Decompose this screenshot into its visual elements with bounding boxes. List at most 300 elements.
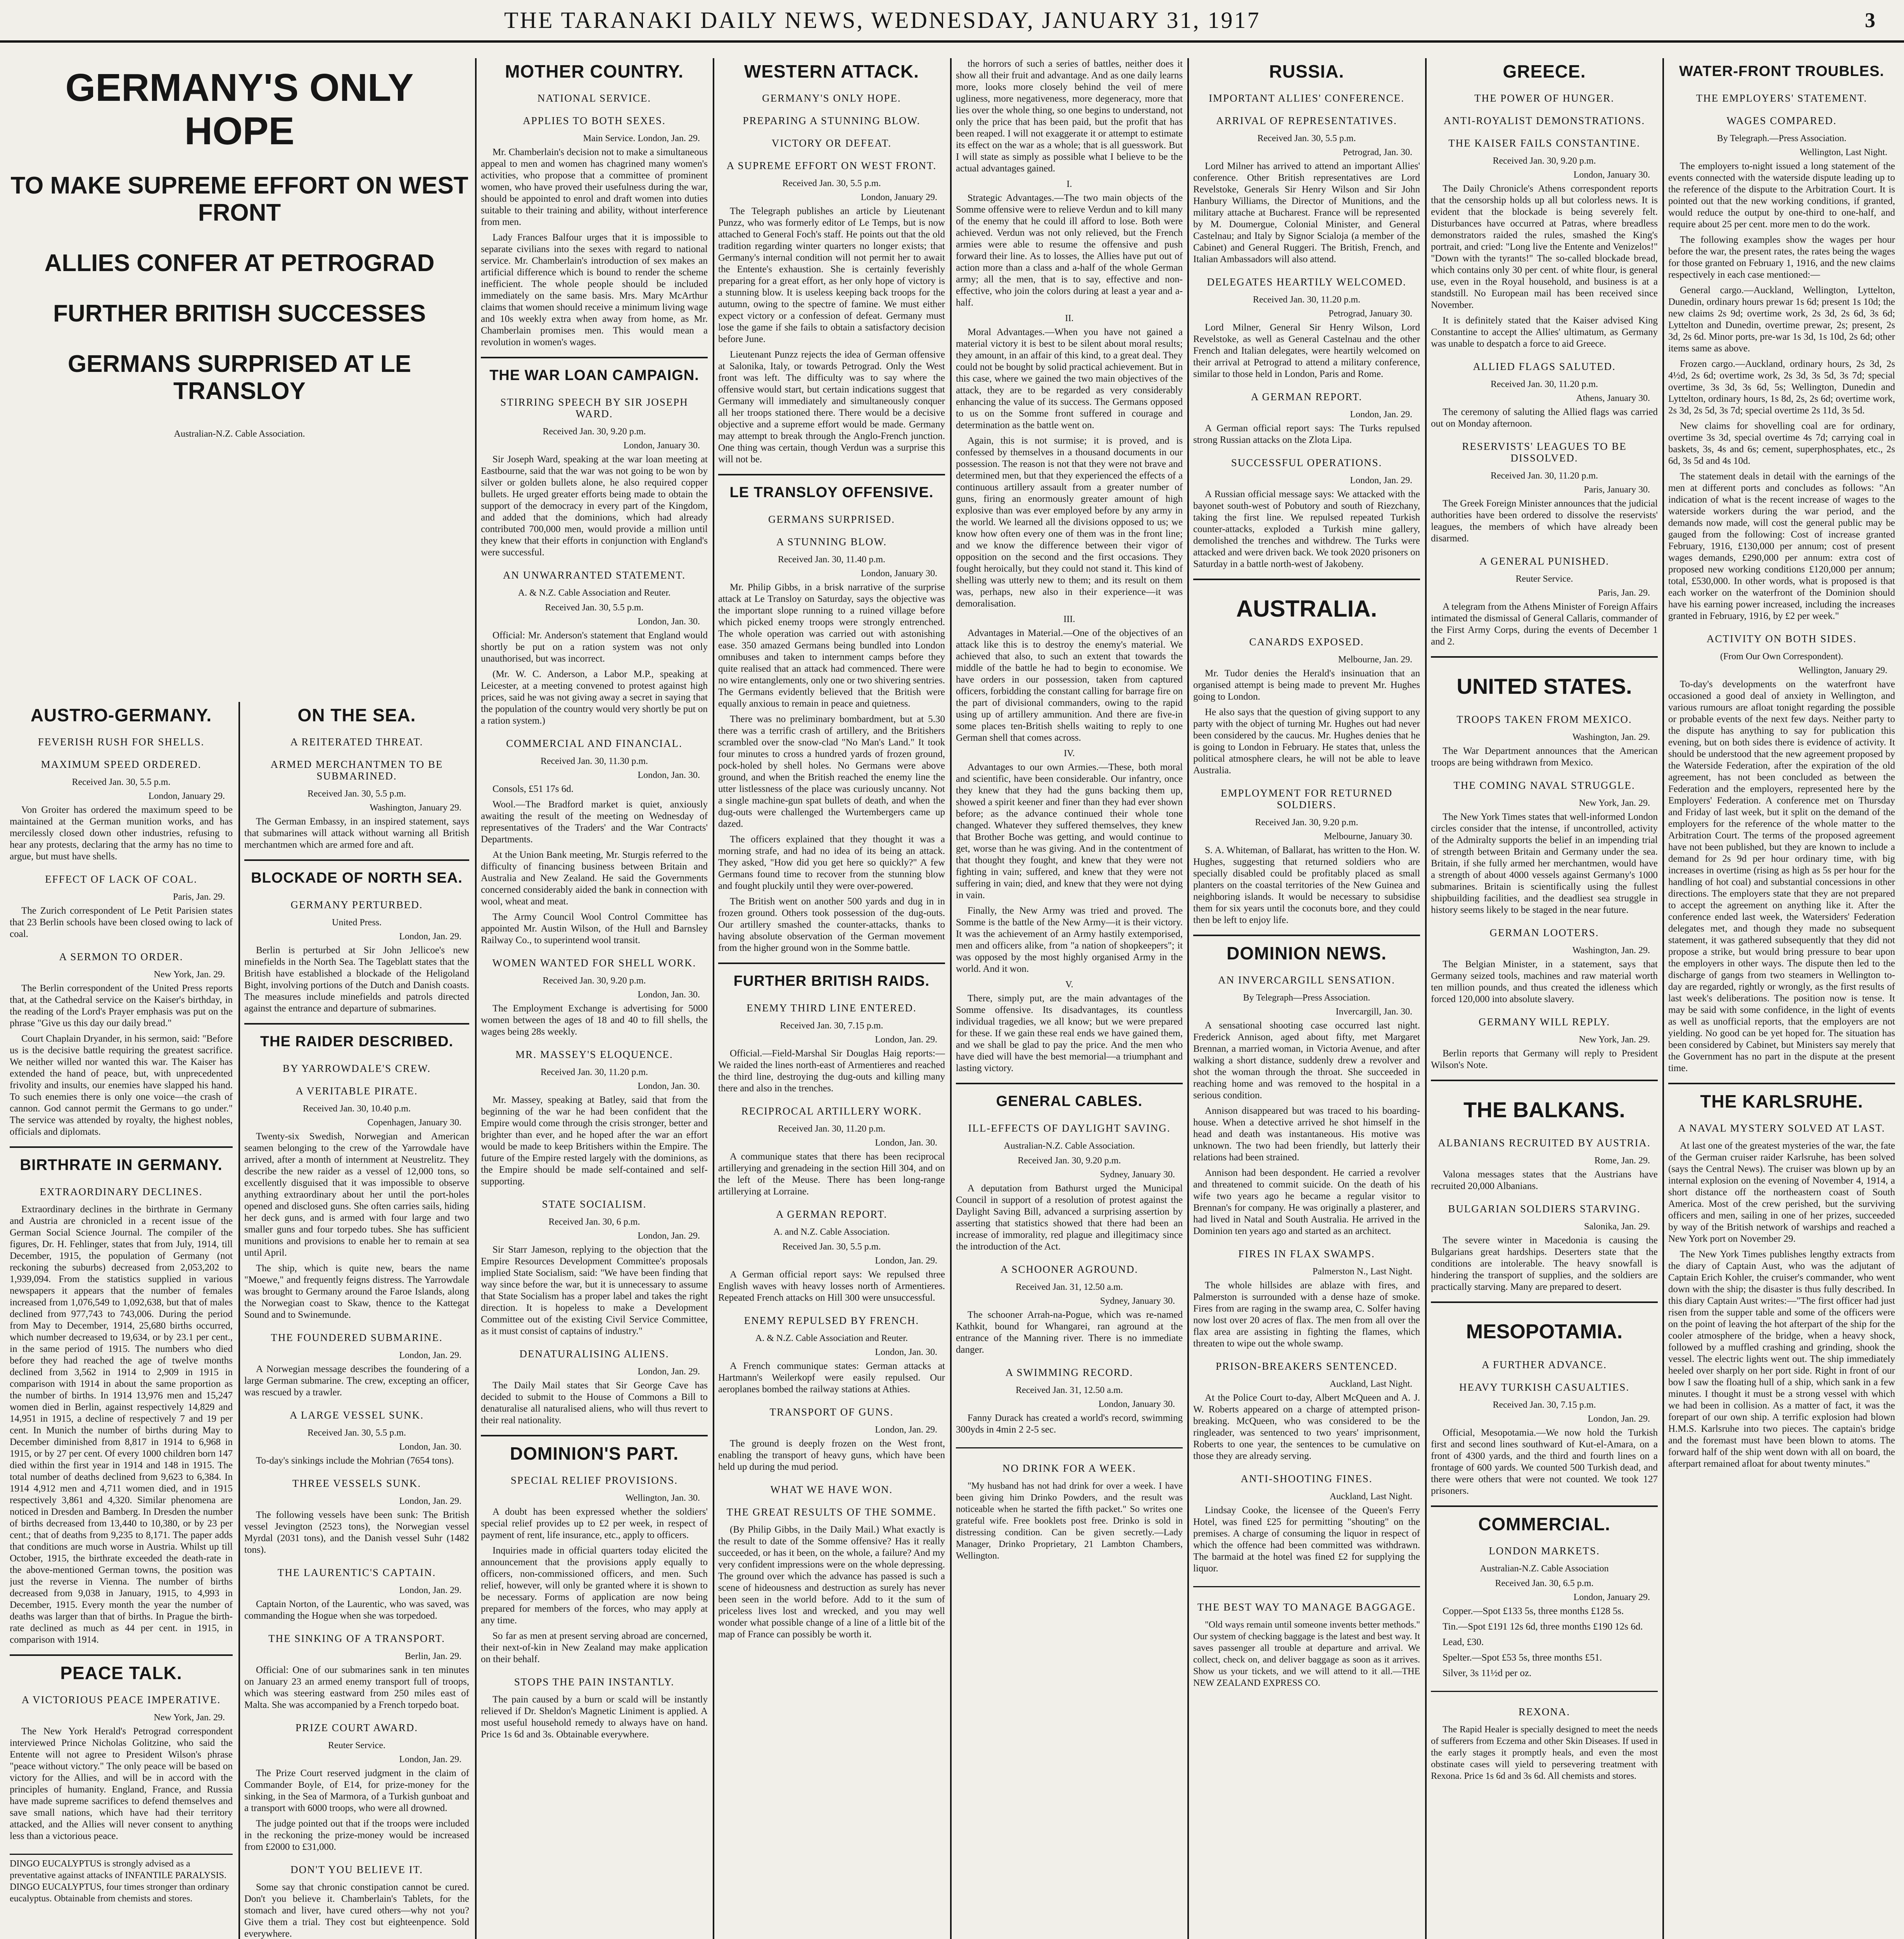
subheading: WHAT WE HAVE WON.: [770, 1484, 893, 1495]
dateline: A. & N.Z. Cable Association and Reuter.: [755, 1333, 908, 1343]
masthead: [0, 0, 1904, 43]
subheading: A SERMON TO ORDER.: [59, 951, 183, 963]
received-line: Received Jan. 30, 5.5 p.m.: [782, 178, 881, 188]
section-heading: THE KARLSRUHE.: [1700, 1091, 1863, 1111]
article-text: The War Department announces that the American troops are being withdrawn from Mexico.: [1431, 746, 1658, 768]
subheading: WOMEN WANTED FOR SHELL WORK.: [492, 957, 696, 969]
received-line: Received Jan. 31, 12.50 a.m.: [1016, 1385, 1123, 1395]
dateline: Melbourne, Jan. 29.: [1338, 655, 1412, 665]
dateline: London, Jan. 30.: [399, 1442, 461, 1452]
article-text: Some say that chronic constipation cannot be cured. Don't you believe it. Chamberlain's Tablets, for the stomach and liver, have cured others—why not you? Give them a trial. They cost but eighteenpence. Sold everywhere.: [244, 1882, 469, 1939]
article-text: New claims for shovelling coal are for ordinary, overtime 3s 3d, special overtime 4s 7d; carrying coal in baskets, 3s, 4s and 6s; cement, superphosphates, etc., 2s 6d, 3s 5d and 4s 10d.: [1668, 421, 1895, 466]
article-text: Advantages to our own Armies.—These, both moral and scientific, have been considerable. Our infantry, once they knew that they had the guns backing them up, showed a spirit keener and finer than they had ever shown before; as the advance continued their whole tone changed. Whatever they suffered themselves, they knew that Brother Boche was getting, and would continue to get, worse than he was giving. And in the contentment of that thought they fought, and knew that they were not fighting in vain; suffered, and knew that they were not suffering in vain; died, and knew that they were not dying in vain.: [956, 762, 1183, 900]
dateline: Sydney, January 30.: [1100, 1170, 1175, 1180]
dateline: London, Jan. 29.: [399, 1585, 461, 1595]
received-line: Received Jan. 30, 11.20 p.m.: [1490, 471, 1598, 481]
market-quote: Lead, £30.: [1443, 1637, 1484, 1647]
subheading: ALBANIANS RECRUITED BY AUSTRIA.: [1438, 1137, 1651, 1149]
column-mother-country: [481, 58, 708, 1939]
section-heading: THE BALKANS.: [1463, 1097, 1625, 1122]
article-text: Twenty-six Swedish, Norwegian and American seamen belonging to the crew of the Yarrowdale have arrived, after a month of internment at Neustrelitz. They describe the new raider as a vessel of 12,000 tons, so excellently disguised that it was impossible to observe anything extraordinary about her until the port-holes opened and disclosed guns. She often carries sails, hiding her deck guns, and is armed with four large and two smaller guns and four torpedo tubes. She has sufficient munitions and provisions to enable her to remain at sea until April.: [244, 1131, 469, 1258]
dateline: London, Jan. 30.: [638, 770, 700, 780]
dateline: Australian-N.Z. Cable Association.: [1004, 1141, 1135, 1151]
dateline: London, Jan. 30.: [638, 617, 700, 627]
column-rule: [238, 702, 240, 1939]
subheading: ALLIED FLAGS SALUTED.: [1473, 361, 1616, 372]
article-text: Captain Norton, of the Laurentic, who was saved, was commanding the Hogue when she was torpedoed.: [244, 1599, 469, 1621]
subheading: RECIPROCAL ARTILLERY WORK.: [741, 1105, 922, 1117]
dateline: London, Jan. 29.: [638, 1367, 700, 1377]
article-text: The German Embassy, in an inspired statement, says that submarines will attack without warning all British merchantmen which are armed fore and aft.: [244, 816, 469, 850]
article-text: The severe winter in Macedonia is causing the Bulgarians great hardships. Deserters state that the conditions are intolerable. The heavy snowfall is hindering the transport of supplies, and the soldiers are practically starving. Many are prepared to desert.: [1431, 1235, 1658, 1292]
section-numeral: IV.: [1064, 748, 1075, 759]
article-text: Annison disappeared but was traced to his boarding-house. When a detective arrived he shot himself in the head and death was instantaneous. His motive was unknown. The two had been friendly, but latterly their relations had been strained.: [1193, 1106, 1420, 1163]
subheading: TRANSPORT OF GUNS.: [769, 1406, 894, 1418]
subheading: A REITERATED THREAT.: [290, 736, 423, 748]
section-heading: GREECE.: [1503, 61, 1586, 81]
subheading: THE POWER OF HUNGER.: [1474, 92, 1614, 104]
dateline: Wellington, January 29.: [1799, 665, 1887, 676]
dateline: London, Jan. 29.: [875, 1425, 937, 1435]
article-text: A German official report says: We repulsed three English waves with heavy losses north of Armentieres. Repeated French attacks on Hill 300 were unsuccessful.: [718, 1269, 945, 1303]
article-text: The ship, which is quite new, bears the name "Moewe," and frequently feigns distress. The Yarrowdale was brought to Germany around the Faroe Islands, along the Norwegian coast to Skaw, thence to the Kattegat Sound and to Swinemunde.: [244, 1263, 469, 1320]
received-line: Received Jan. 30, 11.40 p.m.: [777, 555, 886, 565]
article-text: The officers explained that they thought it was a morning strafe, and had no idea of its being an attack. They asked, "How did you get here so quickly?" A few Germans found time to recover from the stunning blow and fought pluckily until they were over-powered.: [718, 834, 945, 891]
dateline: New York, Jan. 29.: [154, 1713, 225, 1723]
column-russia: [1193, 58, 1420, 1939]
dateline: Copenhagen, January 30.: [367, 1118, 461, 1128]
banner-deck: ALLIES CONFER AT PETROGRAD: [44, 250, 435, 277]
dateline: Paris, January 30.: [1584, 485, 1650, 495]
front-banner: [10, 58, 469, 694]
dateline: London, Jan. 29.: [875, 1256, 937, 1266]
section-heading: AUSTRALIA.: [1236, 596, 1377, 622]
section-heading: GENERAL CABLES.: [996, 1093, 1143, 1109]
article-text: The New York Herald's Petrograd correspondent interviewed Prince Nicholas Golitzine, who said the Entente will not agree to President Wilson's phrase "peace without victory." The only peace will be based on victory for the Allies, and will be in accord with the principles of humanity. England, France, and Russia have made supreme sacrifices to defend themselves and save small nations, which have had their territory attacked, and the Allies will never consent to anything less than a victorious peace.: [10, 1726, 233, 1841]
column-rule: [1425, 58, 1427, 1939]
dateline: United Press.: [332, 918, 382, 928]
received-line: Received Jan. 30, 5.5 p.m.: [308, 1428, 406, 1438]
subheading: ENEMY THIRD LINE ENTERED.: [746, 1002, 917, 1014]
subheading: THE SINKING OF A TRANSPORT.: [268, 1633, 445, 1644]
subheading: BULGARIAN SOLDIERS STARVING.: [1448, 1203, 1641, 1215]
section-numeral: V.: [1065, 980, 1073, 990]
article-text: So far as men at present serving abroad are concerned, their next-of-kin in New Zealand may make application on their behalf.: [481, 1631, 708, 1664]
subheading: NO DRINK FOR A WEEK.: [1002, 1462, 1136, 1474]
article-text: A sensational shooting case occurred last night. Frederick Annison, aged about fifty, met Margaret Brennan, a married woman, in Victoria Avenue, and after walking a short distance, suddenly drew a revolver and shot the woman through the throat. She succeeded in reaching home and was removed to the hospital in a serious condition.: [1193, 1020, 1420, 1101]
article-text: The British went on another 500 yards and dug in in frozen ground. Others took possession of the dug-outs. Our artillery smashed the counter-attacks, thanks to having absolute observation of the German movement from the higher ground won in the Somme battle.: [718, 896, 945, 953]
subheading: APPLIES TO BOTH SEXES.: [523, 115, 666, 126]
article-text: At last one of the greatest mysteries of the war, the fate of the German cruiser raider Karlsruhe, has been solved (says the Central News). The cruiser was blown up by an internal explosion on the evening of November 4, 1914, a short distance off the northeastern coast of South America. Most of the crew perished, but the surviving officers and men, sailing in one of her prizes, succeeded by way of the British network of warships and reached a New York port on November 29.: [1668, 1141, 1895, 1244]
article-text: Strategic Advantages.—The two main objects of the Somme offensive were to relieve Verdun and to kill many of the enemy that he could ill afford to lose. Both were achieved. Verdun was not only relieved, but the French armies were able to resume the offensive and push forward their line. As to losses, the Allies have put out of action more than a class and a-half of the whole German army; all the men, that is to say, effective and non-effective, who join the colors during at least a year and a-half.: [956, 193, 1183, 308]
article-text: The ceremony of saluting the Allied flags was carried out on Monday afternoon.: [1431, 407, 1658, 429]
article-text: A French communique states: German attacks at Hartmann's Weilerkopf were easily repulsed. Our aeroplanes bombed the railway stations at Athies.: [718, 1361, 945, 1395]
article-text: Valona messages states that the Austrians have recruited 20,000 Albanians.: [1431, 1169, 1658, 1191]
article-text: Mr. Chamberlain's decision not to make a simultaneous appeal to men and women has chagrined many women's activities, who propose that a committee of prominent women, who have proved their usefulness during the war, should be appointed to enrol and draft women into duties suitable to their training and ability, without interference from men.: [481, 147, 708, 227]
dateline: Salonika, Jan. 29.: [1584, 1222, 1650, 1232]
article-text: Wool.—The Bradford market is quiet, anxiously awaiting the result of the meeting on Wednesday of representatives of the Traders' and the War Contracts' Departments.: [481, 799, 708, 845]
article-text: Lord Milner, General Sir Henry Wilson, Lord Revelstoke, as well as General Castelnau and the other French and Italian delegates, were heartily welcomed on their arrival at Petrograd to attend a military conference, similar to those held in London, Paris and Rome.: [1193, 322, 1420, 379]
banner-deck: FURTHER BRITISH SUCCESSES: [53, 300, 426, 327]
article-text: (By Philip Gibbs, in the Daily Mail.) What exactly is the result to date of the Somme offensive? Has it really succeeded, or has it been, on the whole, a failure? And my very confident impressions were on the whole depressing. The ground over which the advance has passed is such a scene of hideousness and destruction as surely has never been seen in the world before. Add to it the sum of priceless lives lost and wrecked, and you may well wonder what possible change of a line of a little bit of the map of France can possibly be worth it.: [718, 1524, 945, 1640]
subheading: CANARDS EXPOSED.: [1249, 636, 1364, 648]
article-text: The judge pointed out that if the troops were included in the reckoning the prize-money would be increased from £2000 to £31,000.: [244, 1818, 469, 1852]
article-text: The Employment Exchange is advertising for 5000 women between the ages of 18 and 40 to fill shells, the wages being 28s weekly.: [481, 1003, 708, 1037]
article-text: Mr. Philip Gibbs, in a brisk narrative of the surprise attack at Le Transloy on Saturday, says the objective was the important slope running to a ruined village before which picked enemy troops were strongly entrenched. The whole operation was carried out with astonishing ease. 350 amazed Germans being bundled into London omnibuses and taken to internment camps before they quite realised that an attack had commenced. There were no wire entanglements, only one or two shivering sentries. The Germans evidently believed that the British were equally anxious to remain in peace and quietness.: [718, 582, 945, 709]
dateline: Reuter Service.: [1515, 574, 1573, 584]
subheading: A FURTHER ADVANCE.: [1482, 1359, 1607, 1370]
subheading: MR. MASSEY'S ELOQUENCE.: [515, 1049, 673, 1060]
article-text: Lindsay Cooke, the licensee of the Queen's Ferry Hotel, was fined £25 for permitting "shouting" on the premises. A charge of consuming the liquor in respect of which the offence had been committed was withdrawn. The barmaid at the hotel was fined £2 for supplying the liquor.: [1193, 1505, 1420, 1574]
subheading: RESERVISTS' LEAGUES TO BE DISSOLVED.: [1462, 441, 1627, 464]
article-text: S. A. Whiteman, of Ballarat, has written to the Hon. W. Hughes, suggesting that returned soldiers who are specially disabled could be profitably placed as small planters on the coastal territories of the New Guinea and neighboring islands. It would be necessary to subsidise them for six years until the coconuts bore, and they could then be left to enjoy life.: [1193, 845, 1420, 925]
banner-deck: GERMANS SURPRISED AT LE TRANSLOY: [67, 351, 411, 404]
article-text: It is definitely stated that the Kaiser advised King Constantine to accept the Allies' ultimatum, as Germany was unable to despatch a force to aid Greece.: [1431, 315, 1658, 349]
subheading: GERMANY PERTURBED.: [290, 899, 423, 911]
dateline: By Telegraph.—Press Association.: [1717, 133, 1847, 143]
received-line: Received Jan. 30, 11.20 p.m.: [1253, 295, 1361, 305]
article-text: Berlin reports that Germany will reply to President Wilson's Note.: [1431, 1048, 1658, 1070]
received-line: Received Jan. 30, 9.20 p.m.: [1493, 156, 1596, 166]
dateline: Athens, January 30.: [1576, 393, 1650, 403]
dateline: Paris, Jan. 29.: [1598, 588, 1650, 598]
dateline: London, January 30.: [860, 569, 937, 579]
advertisement: "Old ways remain until someone invents better methods." Our system of checking baggage is the latest and best way. It saves passenger all trouble at departure and arrival. We collect, check on, and deliver baggage as soon as it arrives. Show us your tickets, and we will attend to it all.—THE NEW ZEALAND EXPRESS CO.: [1193, 1620, 1420, 1688]
subheading: ANTI-ROYALIST DEMONSTRATIONS.: [1443, 115, 1645, 126]
subheading: PRIZE COURT AWARD.: [295, 1722, 418, 1733]
dateline: London, Jan. 29.: [875, 1035, 937, 1045]
dateline: London, Jan. 30.: [638, 1081, 700, 1091]
dateline: Rome, Jan. 29.: [1594, 1156, 1650, 1166]
section-heading: RUSSIA.: [1269, 61, 1344, 81]
section-numeral: III.: [1063, 614, 1075, 624]
article-text: The whole hillsides are ablaze with fires, and Palmerston is surrounded with a dense haze of smoke. Fires from are raging in the swamp area, C. Solfer having now lost over 20 acres of flax. The men from all over the flax area are assisting in fighting the flames, which threaten to wipe out the whole swamp.: [1193, 1280, 1420, 1349]
subheading: DON'T YOU BELIEVE IT.: [290, 1864, 423, 1875]
dateline: London, Jan. 29.: [399, 931, 461, 942]
subheading: ARRIVAL OF REPRESENTATIVES.: [1216, 115, 1397, 126]
subheading: EMPLOYMENT FOR RETURNED SOLDIERS.: [1220, 787, 1393, 811]
market-quote: Copper.—Spot £133 5s, three months £128 5s.: [1443, 1606, 1624, 1616]
dateline: London, Jan. 29.: [399, 1496, 461, 1506]
subheading: GERMAN LOOTERS.: [1489, 927, 1599, 938]
dateline: Washington, Jan. 29.: [1572, 945, 1650, 956]
received-line: Received Jan. 30, 5.5 p.m.: [308, 789, 406, 799]
subheading: HEAVY TURKISH CASUALTIES.: [1459, 1381, 1630, 1393]
wire-credit: Australian-N.Z. Cable Association.: [174, 429, 305, 439]
article-text: At the Police Court to-day, Albert McQueen and A. J. W. Roberts appeared on a charge of attempted prison-breaking. McQueen, who was considered to be the ringleader, was sentenced to two years' imprisonment, Roberts to one year, the sentences to be cumulative on those they are already serving.: [1193, 1393, 1420, 1461]
section-heading: DOMINION'S PART.: [510, 1443, 679, 1464]
subheading: PREPARING A STUNNING BLOW.: [743, 115, 921, 126]
page-number: 3: [1865, 9, 1877, 32]
received-line: Received Jan. 30, 5.5 p.m.: [545, 603, 644, 613]
dateline: A. & N.Z. Cable Association and Reuter.: [518, 588, 671, 598]
article-text: A telegram from the Athens Minister of Foreign Affairs intimated the dismissal of General Callaris, commander of the First Army Corps, during the events of December 1 and 2.: [1431, 601, 1658, 647]
subheading: ARMED MERCHANTMEN TO BE SUBMARINED.: [270, 759, 443, 782]
subheading: LONDON MARKETS.: [1489, 1545, 1600, 1557]
article-text: Lieutenant Punzz rejects the idea of German offensive at Salonika, Italy, or towards Petrograd. Only the West front was left. The difficulty was to say where the offensive would start, but certain indications suggest that Germany will immediately and simultaneously conquer all her troops stationed there. There would be a decisive objective and a supreme effort would be made. Germany may attempt to break through the Anglo-French junction. One thing was certain, though Verdun was a surprise this will not be.: [718, 349, 945, 465]
received-line: Received Jan. 30, 9.20 p.m.: [1018, 1156, 1121, 1166]
subheading: THREE VESSELS SUNK.: [292, 1478, 422, 1489]
subheading: FEVERISH RUSH FOR SHELLS.: [38, 736, 205, 748]
subheading: MAXIMUM SPEED ORDERED.: [41, 759, 202, 770]
article-text: Von Groiter has ordered the maximum speed to be maintained at the German munition works, and has mercilessly closed down other industries, refusing to hear any protests, declaring that the army has no time to argue, but must have shells.: [10, 805, 233, 862]
article-text: Inquiries made in official quarters today elicited the announcement that the provisions apply equally to officers, non-commissioned officers, and men. Such relief, however, will only be granted where it is shown to be necessary. Forms of application are now being prepared for members of the forces, who may apply at any time.: [481, 1545, 708, 1626]
article-text: The following vessels have been sunk: The British vessel Jevington (2523 tons), the Norwegian vessel Myrdal (2031 tons), and the Danish vessel Suhr (1482 tons).: [244, 1510, 469, 1555]
article-text: Official: One of our submarines sank in ten minutes on January 23 an armed enemy transport full of troops, which was steering eastward from 250 miles east of Malta. She was accompanied by a French torpedo boat.: [244, 1665, 469, 1710]
article-text: Official: Mr. Anderson's statement that England would shortly be put on a ration system was not only unauthorised, but was incorrect.: [481, 630, 708, 664]
article-text: Sir Starr Jameson, replying to the objection that the Empire Resources Development Committee's proposals implied State Socialism, said: "We have been finding that way since before the war, but it is unnecessary to assume that State Socialism has a proper label and takes the right direction. It is hopeless to make a Development Committee out of the existing Civil Service Committee, as it must consist of captains of industry.": [481, 1244, 708, 1336]
article-text: The New York Times publishes lengthy extracts from the diary of Captain Aust, who was the adjutant of Captain Erich Kohler, the cruiser's commander, who went down with the ship; the disaster is thus fully described. In this diary Captain Aust writes:—"The first officer had just risen from the supper table and some of the officers were on the point of leaving the hot afterpart of the ship for the cooler atmosphere of the bridge, when a heavy shock, followed by a muffled crashing and grinding, shook the vessel. The electric lights went out. The ship immediately heeled over sharply on her port side. Right in front of our bow I saw the floating hull of a ship, which sank in a few minutes. I thought it must be a strong vessel with which we had been in collision. As a matter of fact, it was the forepart of our own ship. A terrific explosion had blown H.M.S. Karlsruhe into two pieces. The captain's bridge and the foremast must have been blown to atoms. The forward half of the ship went down with all on board, the afterpart remained afloat for about twenty minutes.": [1668, 1249, 1895, 1469]
article-text: To-day's developments on the waterfront have occasioned a good deal of anxiety in Wellington, and various rumours are afloat tonight regarding the possible or probable events of the next few days. Neither party to the dispute has anything to say for publication this evening, but on both sides there is evidence of activity. It should be understood that the new agreement proposed by the Waterside Federation, after the expiration of the old agreement, has not been concluded as between the Federation and the employers, represented here by the Employers' Federation. A conference met on Thursday and Friday of last week, but it split on the demand of the employers for the reference of the whole matter to the Arbitration Court. The terms of the proposed agreement have not been published, but they are known to include a demand for 2s 9d per hour ordinary time, with big increases in overtime (rising as high as 5s per hour for the handling of hot coal) and substantial concessions in other directions. The employers state that they are not prepared to accept the agreement on anything like it. After the conference ended last week, the Watersiders' Federation delegates met, and though they made no subsequent statement, it was gathered subsequently that they did not propose a strike, but would bring pressure to bear upon the employers in other ways. The dispute then led to the discharge of gangs from two steamers in Wellington to-day are regarded, rightly or wrongly, as the first results of last week's deliberations. The position now is tense. It may be said with some confidence, in the light of events as well as unofficial reports, that the employers are not yielding. No good can be yet hoped for. The situation has been considered by Cabinet, but Ministers say merely that the Government has no part in the dispute at the present time.: [1668, 679, 1895, 1073]
received-line: Received Jan. 30, 11.30 p.m.: [540, 756, 648, 766]
article-text: The statement deals in detail with the earnings of the men at different ports and concludes as follows: "An indication of what is the recent increase of wages to the waterside workers during the war period, and the demands now made, will cost the general public may be gauged from the following: Cost of increase granted February, 1916, £130,000 per annum; cost of present wages demands, £290,000 per annum: extra cost of proposed new working conditions £120,000 per annum; total, £530,000. In other words, what is proposed is that each worker on the waterfront of the Dominion should have his earning power increased, including the increases granted in February, 1916, by £2 per week.": [1668, 471, 1895, 621]
article-text: Mr. Tudor denies the Herald's insinuation that an organised attempt is being made to prevent Mr. Hughes going to London.: [1193, 668, 1420, 702]
subheading: A SUPREME EFFORT ON WEST FRONT.: [726, 160, 937, 171]
subheading: AN UNWARRANTED STATEMENT.: [503, 569, 686, 581]
article-text: The Telegraph publishes an article by Lieutenant Punzz, who was formerly editor of Le Temps, but is now attached to General Foch's staff. He points out that the old tradition regarding winter quarters no longer exists; that Germany's internal condition will not permit her to await the Entente's exhaustion. She is certainly feverishly preparing for a great effort, as her only hope of victory is a stunning blow. It is useless keeping back troops for the autumn, owing to the spectre of famine. We must either expect victory or a confession of defeat. Germany must lose the game if she fails to obtain a satisfactory decision before June.: [718, 206, 945, 344]
dateline: Main Service. London, Jan. 29.: [583, 133, 700, 143]
subheading: A SCHOONER AGROUND.: [1000, 1263, 1139, 1275]
article-text: A deputation from Bathurst urged the Municipal Council in support of a resolution of protest against the Daylight Saving Bill, advanced a surprising assertion by asserting that statistics showed that there had been an increase of immorality, red plague and illegitimacy since the introduction of the Act.: [956, 1183, 1183, 1252]
article-text: The Berlin correspondent of the United Press reports that, at the Cathedral service on the Kaiser's birthday, in the reading of the Lord's Prayer emphasis was put on the phrase "Give us this day our daily bread.": [10, 983, 233, 1028]
subheading: THE COMING NAVAL STRUGGLE.: [1453, 779, 1635, 791]
subheading: STIRRING SPEECH BY SIR JOSEPH WARD.: [500, 396, 688, 420]
advertisement: The Rapid Healer is specially designed to meet the needs of sufferers from Eczema and other Skin Diseases. If used in the early stages it promptly heals, and even the most obstinate cases will yield to persevering treatment with Rexona. Price 1s 6d and 3s 6d. All chemists and stores.: [1431, 1725, 1658, 1781]
dateline: Auckland, Last Night.: [1329, 1379, 1412, 1389]
dateline: Paris, Jan. 29.: [173, 892, 225, 902]
dateline: London, Jan. 29.: [1588, 1414, 1650, 1424]
received-line: Received Jan. 30, 11.20 p.m.: [1490, 379, 1598, 389]
subheading: A VERITABLE PIRATE.: [295, 1085, 418, 1097]
subheading: ENEMY REPULSED BY FRENCH.: [744, 1315, 919, 1326]
subheading: AN INVERCARGILL SENSATION.: [1218, 974, 1395, 986]
column-on-the-sea: [244, 702, 469, 1939]
article-text: Annison had been despondent. He carried a revolver and threatened to commit suicide. On the death of his wife two years ago he became a regular visitor to Brennan's for company. He was originally a plasterer, and had lived in Natal and South Australia. He arrived in the Dominion ten years ago and started as an architect.: [1193, 1168, 1420, 1236]
article-text: The Prize Court reserved judgment in the claim of Commander Boyle, of E14, for prize-money for the sinking, in the Sea of Marmora, of a Turkish gunboat and a transport with 6000 troops, who were all drowned.: [244, 1768, 469, 1813]
market-quote: Silver, 3s 11½d per oz.: [1443, 1668, 1532, 1678]
section-heading: COMMERCIAL.: [1478, 1514, 1610, 1534]
section-heading: WESTERN ATTACK.: [744, 61, 919, 81]
subheading: ILL-EFFECTS OF DAYLIGHT SAVING.: [968, 1122, 1171, 1134]
received-line: Received Jan. 30, 10.40 p.m.: [303, 1104, 411, 1114]
article-text: He also says that the question of giving support to any party with the object of turning Mr. Hughes out had never been considered by the caucus. Mr. Hughes denies that he is going to London in February. He states that, unless the political atmosphere clears, he will not be able to leave Australia.: [1193, 707, 1420, 776]
article-text: Lord Milner has arrived to attend an important Allies' conference. Other British representatives are Lord Revelstoke, Generals Sir Henry Wilson and Sir John Hanbury Williams, the Director of Munitions, and the military attache at Bucharest. France will be represented by M. Doumergue, Colonial Minister, and General Castelnau; and Italy by Signor Scialoja (a member of the Cabinet) and General Ruggeri. The British, French, and Italian Ambassadors will also attend.: [1193, 161, 1420, 264]
dateline: Petrograd, Jan. 30.: [1342, 147, 1412, 157]
banner-deck: TO MAKE SUPREME EFFORT ON WEST FRONT: [10, 172, 468, 226]
article-text: Mr. Massey, speaking at Batley, said that from the beginning of the war he had been confident that the Empire would come through the crisis stronger, better and brighter than ever, and he hoped after the war an effort would be made to keep Britishers within the Empire. The future of the Empire rested largely with the dominions, as the Empire should be made self-contained and self-supporting.: [481, 1095, 708, 1187]
section-heading: UNITED STATES.: [1457, 674, 1632, 698]
section-heading: MESOPOTAMIA.: [1466, 1320, 1623, 1343]
subheading: GERMANY'S ONLY HOPE.: [762, 92, 901, 104]
article-text: A German official report says: The Turks repulsed strong Russian attacks on the Zlota Lipa.: [1193, 423, 1420, 445]
subheading: A SWIMMING RECORD.: [1005, 1367, 1133, 1378]
article-text: There, simply put, are the main advantages of the Somme offensive. Its disadvantages, its countless individual tragedies, we all know; but we were prepared for these. If we gain these real ends we have gained them, and we shall be glad to pay the price. And the men who have died will have the best memorial—a triumphant and lasting victory.: [956, 993, 1183, 1073]
dateline: Palmerston N., Last Night.: [1312, 1267, 1412, 1277]
article-text: Official, Mesopotamia.—We now hold the Turkish first and second lines southward of Kut-el-Amara, on a front of 4300 yards, and the third and fourth lines on a frontage of 600 yards. We counted 500 Turkish dead, and there were others that were not counted. We took 127 prisoners.: [1431, 1427, 1658, 1496]
subheading: GERMANS SURPRISED.: [768, 513, 895, 525]
subheading: THE BEST WAY TO MANAGE BAGGAGE.: [1197, 1601, 1416, 1613]
article-text: Lady Frances Balfour urges that it is impossible to separate civilians into the sexes with regard to national service. Mr. Chamberlain's introduction of sex makes an artificial difference which is bound to render the scheme inefficient. The whole people should be included immediately on the same basis. Mrs. Mary McArthur claims that women should receive a minimum living wage and 10s weekly extra when away from home, as Mr. Chamberlain promises men. This would mean a revolution in women's wages.: [481, 232, 708, 347]
dateline: New York, Jan. 29.: [1579, 1035, 1650, 1045]
column-water-front: [1668, 58, 1895, 1939]
dateline: London, January 29.: [148, 791, 225, 801]
received-line: Received Jan. 30, 7.15 p.m.: [1493, 1400, 1596, 1410]
dateline: New York, Jan. 29.: [154, 970, 225, 980]
subheading: A GERMAN REPORT.: [776, 1208, 888, 1220]
article-text: Berlin is perturbed at Sir John Jellicoe's new minefields in the North Sea. The Tageblatt states that the British have established a blockade of the Heligoland Bight, involving portions of the Dutch and Danish coasts. The measures include minefields and patrols directed against the entrance and departure of submarines.: [244, 945, 469, 1014]
article-text: The schooner Arrah-na-Pogue, which was re-named Kathkit, bound for Whangarei, ran aground at the entrance of the Manning river. There is no immediate danger.: [956, 1310, 1183, 1355]
subheading: ACTIVITY ON BOTH SIDES.: [1707, 633, 1857, 645]
dateline: Reuter Service.: [328, 1740, 385, 1751]
banner-headline: GERMANY'S ONLY HOPE: [65, 66, 414, 153]
section-heading: AUSTRO-GERMANY.: [30, 705, 212, 725]
dateline: London, Jan. 29.: [399, 1350, 461, 1360]
article-text: Frozen cargo.—Auckland, ordinary hours, 2s 3d, 2s 4½d, 2s 6d; overtime work, 2s 3d, 3s 5d, 3s 7d; special overtime, 3s 3d, 3s 6d, 5s; Wellington, Dunedin and Lyttelton, ordinary hours, 1s 8d, 2s, 2s 6d; overtime work, 2s 3d, 2s 5d, 3s 7d; special overtime 2s 11d, 3s 5d.: [1668, 359, 1895, 416]
dateline: Petrograd, January 30.: [1329, 309, 1412, 319]
dateline: Invercargill, Jan. 30.: [1336, 1007, 1412, 1017]
dateline: A. and N.Z. Cable Association.: [773, 1227, 890, 1237]
subheading: SPECIAL RELIEF PROVISIONS.: [510, 1474, 678, 1486]
subheading: TROOPS TAKEN FROM MEXICO.: [1457, 714, 1632, 725]
column-western-attack: [718, 58, 945, 1939]
subheading: A STUNNING BLOW.: [776, 536, 887, 548]
advertisement: "My husband has not had drink for over a week. I have been giving him Drinko Powders, and the result was noticeable when he started the fifth packet." So writes one grateful wife. Free booklets post free. Drinko is sold in distressing condition. Can be given secretly.—Lady Manager, Drinko Proprietary, 21 Lambton Chambers, Wellington.: [956, 1481, 1183, 1561]
subheading: THE GREAT RESULTS OF THE SOMME.: [726, 1506, 937, 1518]
received-line: Received Jan. 30, 11.20 p.m.: [540, 1067, 648, 1077]
article-text: Fanny Durack has created a world's record, swimming 300yds in 4min 2 2-5 sec.: [956, 1413, 1183, 1435]
subheading: STOPS THE PAIN INSTANTLY.: [514, 1676, 675, 1688]
article-text: Finally, the New Army was tried and proved. The Somme is the battle of the New Army—it is their victory. It was the achievement of an Army hastily extemporised, men and officers alike, from "a nation of shopkeepers"; it was opposed by the most highly organised Army in the world. And it won.: [956, 906, 1183, 974]
section-heading: MOTHER COUNTRY.: [505, 61, 684, 81]
received-line: Received Jan. 30, 5.5 p.m.: [72, 777, 171, 787]
section-heading: DOMINION NEWS.: [1227, 943, 1387, 963]
subheading: DENATURALISING ALIENS.: [519, 1348, 669, 1360]
dateline: (From Our Own Correspondent).: [1720, 652, 1844, 662]
subheading: WAGES COMPARED.: [1726, 115, 1837, 126]
column-rule: [713, 58, 714, 1939]
received-line: Received Jan. 30, 5.5 p.m.: [782, 1242, 881, 1252]
subheading: STATE SOCIALISM.: [542, 1198, 647, 1210]
article-text: Sir Joseph Ward, speaking at the war loan meeting at Eastbourne, said that the war was not going to be won by silver or golden bullets alone, he also required copper bullets. He urged greater efforts being made to obtain the support of the democracy in every part of the Kingdom, and added that the dominions, which had already contributed 700,000 men, would provide a million until they knew that their efforts in conjunction with England's were successful.: [481, 454, 708, 558]
article-text: To-day's sinkings include the Mohrian (7654 tons).: [256, 1455, 454, 1466]
article-text: The Greek Foreign Minister announces that the judicial authorities have been ordered to dissolve the reservists' leagues, the members of which have already been disarmed.: [1431, 498, 1658, 544]
article-text: There was no preliminary bombardment, but at 5.30 there was a terrific crash of artillery, and the Britishers scrambled over the snow-clad "No Man's Land." It took four minutes to cross a hundred yards of frozen ground, pock-holed by shell holes. No Germans were above ground, and when the British reached the enemy line the utter listlessness of the place was curiously uncanny. Not a single machine-gun spat bullets of death, and when the dug-outs were challenged the Wurtembergers came up dazed.: [718, 714, 945, 829]
section-heading: WATER-FRONT TROUBLES.: [1679, 63, 1885, 79]
dateline: Auckland, Last Night.: [1329, 1491, 1412, 1502]
subheading: A VICTORIOUS PEACE IMPERATIVE.: [21, 1694, 221, 1706]
dateline: London, Jan. 30.: [638, 990, 700, 1000]
article-text: Court Chaplain Dryander, in his sermon, said: "Before us is the decisive battle requiring the greatest sacrifice. We neither willed nor wanted this war. The Kaiser has extended the hand of peace, but, with unprecedented frivolity and insults, our enemies have slapped his hand. To such enemies there is only one voice—the crash of cannon. God cannot permit the Germans to go under." The service was attended by royalty, the highest nobles, officials and diplomats.: [10, 1033, 233, 1137]
dateline: Australian-N.Z. Cable Association: [1480, 1564, 1609, 1574]
subheading: FIRES IN FLAX SWAMPS.: [1238, 1248, 1375, 1260]
received-line: Received Jan. 31, 12.50 a.m.: [1016, 1282, 1123, 1292]
article-text: The Daily Chronicle's Athens correspondent reports that the censorship holds up all but colorless news. It is evident that the blockade is being severely felt. Disturbances have occurred at Patras, where breadless demonstrators raided the rules, smashed the King's portrait, and cried: "Long live the Entente and Venizelos!" "Down with the tyrants!" The so-called blockade bread, which contains only 30 per cent. of white flour, is general use, even in the Royal household, and business is at a standstill. No European mail has been received since November.: [1431, 183, 1658, 310]
subheading: BY YARROWDALE'S CREW.: [282, 1063, 431, 1074]
column-rule: [475, 58, 477, 1939]
section-heading: THE WAR LOAN CAMPAIGN.: [489, 367, 699, 384]
article-text: Official.—Field-Marshal Sir Douglas Haig reports:—We raided the lines north-east of Armentieres and reached the third line, destroying the dug-outs and killing many there and also in the trenches.: [718, 1048, 945, 1094]
subheading: A GENERAL PUNISHED.: [1479, 555, 1609, 567]
dateline: London, Jan. 29.: [1350, 475, 1412, 486]
received-line: Received Jan. 30, 6.5 p.m.: [1495, 1578, 1594, 1588]
article-text: At the Union Bank meeting, Mr. Sturgis referred to the difficulty of financing business between Britain and Australia and New Zealand. He said the Governments concerned considerably aided the bank in connection with wool, wheat and meat.: [481, 850, 708, 907]
advertisement: DINGO EUCALYPTUS is strongly advised as a preventative against attacks of INFANTILE PARALYSIS. DINGO EUCALYPTUS, four times stronger than ordinary eucalyptus. Obtainable from chemists and stores.: [10, 1854, 233, 1904]
subheading: NATIONAL SERVICE.: [537, 92, 651, 104]
article-text: The pain caused by a burn or scald will be instantly relieved if Dr. Sheldon's Magnetic Liniment is applied. A most useful household remedy to always have on hand. Price 1s 6d and 3s. Obtainable everywhere.: [481, 1694, 708, 1740]
dateline: Washington, January 29.: [370, 803, 461, 813]
dateline: London, January 29.: [860, 192, 937, 202]
section-heading: LE TRANSLOY OFFENSIVE.: [729, 484, 934, 501]
article-text: The ground is deeply frozen on the West front, enabling the transport of heavy guns, which have been held up during the mud period.: [718, 1438, 945, 1472]
column-rule: [1662, 58, 1664, 1939]
article-text: A Norwegian message describes the foundering of a large German submarine. The crew, excepting an officer, was rescued by a trawler.: [244, 1364, 469, 1398]
subheading: ANTI-SHOOTING FINES.: [1241, 1473, 1373, 1484]
dateline: Washington, Jan. 29.: [1572, 732, 1650, 742]
subheading: IMPORTANT ALLIES' CONFERENCE.: [1209, 92, 1405, 104]
subheading: PRISON-BREAKERS SENTENCED.: [1215, 1360, 1398, 1372]
column-greece: [1431, 58, 1658, 1939]
article-text: The Army Council Wool Control Committee has appointed Mr. Austin Wilson, of the Hull and Barnsley Railway Co., to superintend wool transit.: [481, 912, 708, 945]
dateline: London, January 29.: [1573, 1592, 1650, 1602]
subheading: VICTORY OR DEFEAT.: [771, 137, 892, 149]
article-text: (Mr. W. C. Anderson, a Labor M.P., speaking at Leicester, at a meeting convened to protest against high prices, said he was not giving away a secret in saying that the population of the country would very shortly be put on a ration system.): [481, 669, 708, 726]
article-text: Consols, £51 17s 6d.: [492, 784, 574, 794]
subheading: REXONA.: [1518, 1706, 1571, 1718]
subheading: THE LAURENTIC'S CAPTAIN.: [277, 1567, 436, 1578]
dateline: London, Jan. 29.: [1350, 410, 1412, 420]
dateline: London, January 30.: [1098, 1399, 1175, 1409]
subheading: EFFECT OF LACK OF COAL.: [45, 873, 197, 885]
subheading: THE FOUNDERED SUBMARINE.: [271, 1332, 443, 1343]
article-text: Extraordinary declines in the birthrate in Germany and Austria are chronicled in a recent issue of the German Social Science Journal. The compiler of the figures, Dr. H. Fehlinger, states that from July, 1914, till December, 1915, the population of Germany (not reckoning the suburbs) decreased from 2,053,202 to 1,939,094. From the statistics supplied in various newspapers it appears that the number of females increased from 1,076,549 to 1,092,638, but that of males declined from 977,743 to 743,006. During the period from May to December, 1914, 25,680 births occurred, which number decreased to 19,634, or by 23.1 per cent., in the same period of 1915. The numbers who died before they had reached the age of twelve months declined from 3,562 in 1914 to 2,909 in 1915 in comparison with 1914 in about the same proportion as the number of births. In 1914 13,976 men and 15,247 women died in Berlin, against respectively 14,829 and 14,951 in 1915, a decline of respectively 7 and 19 per cent. In Munich the number of births during May to December diminished from 8,817 in 1914 to 6,968 in 1915, or by 27 per cent. Of every 1000 children born 147 died within the first year in 1914 and 148 in 1915. The total number of deaths declined from 9,623 to 6,384. In 1914 4,912 men and 4,711 women died, and in 1915 respectively 3,861 and 4,320. Similar phenomena are noticed in Dresden and Bamberg. In Dresden the number of births decreased from 13,440 to 10,380, or by 23 per cent.; that of deaths from 9,235 to 8,171. The paper adds that conditions are much worse in Austria. Whilst up till October, 1915, the birthrate exceeded the death-rate in the above-mentioned German towns, the position was just the reverse in Vienna. The number of births decreased from 9,038 in January, 1915, to 4,993 in December, 1915. Every month the year the number of deaths was larger than that of births. In Prague the birth-rate declined as much as 44 per cent. in 1915, in comparison with 1914.: [10, 1204, 233, 1645]
dateline: London, Jan. 30.: [875, 1138, 937, 1148]
section-heading: FURTHER BRITISH RAIDS.: [733, 973, 930, 989]
market-quote: Spelter.—Spot £53 5s, three months £51.: [1443, 1652, 1602, 1663]
article-text: General cargo.—Auckland, Wellington, Lyttelton, Dunedin, ordinary hours prewar 1s 6d; present 1s 10d; the new claims 2s 9d; overtime work, 2s 3d, 2s 6d, 3s 6d; Lyttelton and Dunedin, overtime prewar, 2s; present, 2s 3d, 2s 6d. Minor ports, pre-war 1s 3d, 1s 10d, 2s 6d; other items same as above.: [1668, 285, 1895, 354]
received-line: Received Jan. 30, 6 p.m.: [548, 1217, 640, 1227]
column-somme-continued: [956, 58, 1183, 1939]
article-text: The Belgian Minister, in a statement, says that Germany seized tools, machines and raw material worth ten million pounds, and thus created the idleness which forced 120,000 into absolute slavery.: [1431, 959, 1658, 1004]
section-heading: BLOCKADE OF NORTH SEA.: [251, 870, 463, 886]
received-line: Received Jan. 30, 9.20 p.m.: [543, 427, 646, 437]
column-rule: [950, 58, 952, 1939]
subheading: A LARGE VESSEL SUNK.: [289, 1409, 424, 1421]
subheading: GERMANY WILL REPLY.: [1478, 1016, 1610, 1028]
article-text: A Russian official message says: We attacked with the bayonet south-west of Pobutory and south of Riezchany, taking the first line. We repulsed repeated Turkish counter-attacks, exploded a Turkish mine gallery, demolished the trenches and withdrew. The Turks were attacked and were driven back. We took 2020 prisoners on Saturday in a battle north-west of Jakobeny.: [1193, 489, 1420, 569]
article-text: A communique states that there has been reciprocal artillerying and grenadeing in the section Hill 304, and on the left of the Meuse. There has been long-range artillerying at Lorraine.: [718, 1151, 945, 1197]
article-text: The New York Times states that well-informed London circles consider that the intense, if uncontrolled, activity of the Admiralty supports the belief in an impending trial of strength between Britain and Germany under the sea. Britain, if she fully armed her merchantmen, would have a strength of about 4000 vessels against Germany's 1000 submarines. Britain is scientifically using the fullest shipbuilding facilities, and the deadliest sea struggle in history seems likely to be staged in the near future.: [1431, 812, 1658, 915]
article-text: Moral Advantages.—When you have not gained a material victory it is best to be silent about moral results; they amount, in an affair of this kind, to a great deal. They could not be bought by solid practical achievement. But in this case, where we gained the two main objectives of the attack, they are to be regarded as very considerably enhancing the value of its success. The Germans opposed to us on the Somme front suffered in courage and determination as the battle went on.: [956, 327, 1183, 430]
column-austro-germany: [10, 702, 233, 1939]
column-rule: [1187, 58, 1189, 1939]
subheading: SUCCESSFUL OPERATIONS.: [1231, 457, 1382, 468]
article-text: A doubt has been expressed whether the soldiers' special relief provides up to £2 per week, in respect of payment of rent, life insurance, etc., apply to officers.: [481, 1507, 708, 1540]
section-heading: PEACE TALK.: [60, 1663, 182, 1683]
section-numeral: II.: [1065, 313, 1074, 323]
article-text: The following examples show the wages per hour before the war, the present rates, the rates being the wages for those granted on February 1, 1916, and the new claims respectively in each case mentioned:—: [1668, 235, 1895, 280]
section-heading: THE RAIDER DESCRIBED.: [260, 1033, 454, 1050]
article-text: The employers to-night issued a long statement of the events connected with the waterside dispute leading up to the reference of the dispute to the Arbitration Court. It is pointed out that the new working conditions, if granted, would reduce the output by one-third to one-half, and require about 25 per cent. more men to do the work.: [1668, 161, 1895, 230]
received-line: Received Jan. 30, 9.20 p.m.: [1255, 817, 1358, 828]
article-text: the horrors of such a series of battles, neither does it show all their fruit and advantage. And as one daily learns more, looks more closely behind the veil of mere ugliness, more negativeness, more degeneracy, more that lies over the whole thing, so one begins to understand, not only the price that has been paid, but the profit that has been reaped. I will not exaggerate it or attempt to estimate its effect on the war as a whole; that is all guesswork. But I will state as simply as possible what I believe to be the actual advantages gained.: [956, 59, 1183, 174]
article-text: The Zurich correspondent of Le Petit Parisien states that 23 Berlin schools have been closed owing to lack of coal.: [10, 906, 233, 939]
masthead-title: THE TARANAKI DAILY NEWS, WEDNESDAY, JANUARY 31, 1917: [504, 7, 1261, 33]
section-heading: ON THE SEA.: [297, 705, 416, 725]
market-quote: Tin.—Spot £191 12s 6d, three months £190 12s 6d.: [1443, 1621, 1643, 1632]
article-text: Again, this is not surmise; it is proved, and is confessed by themselves in a thousand documents in our possession. The reason is not that they were not brave and determined men, but that they experienced the effects of a continuous artillery assault from a greater number of guns, firing an enormously greater amount of high explosive than was ever employed before by any army in the world. We learned all the divisions opposed to us; we know how often every one of them was in the front line; and we know the difference between their vigor of opposition on the second and the first occasions. They fought heroically, but they could not stand it. This kind of shelling was utterly new to them; and its result on them was, perhaps, new also in their experience—it was demoralisation.: [956, 435, 1183, 609]
section-numeral: I.: [1066, 179, 1072, 189]
received-line: Received Jan. 30, 5.5 p.m.: [1257, 133, 1356, 143]
